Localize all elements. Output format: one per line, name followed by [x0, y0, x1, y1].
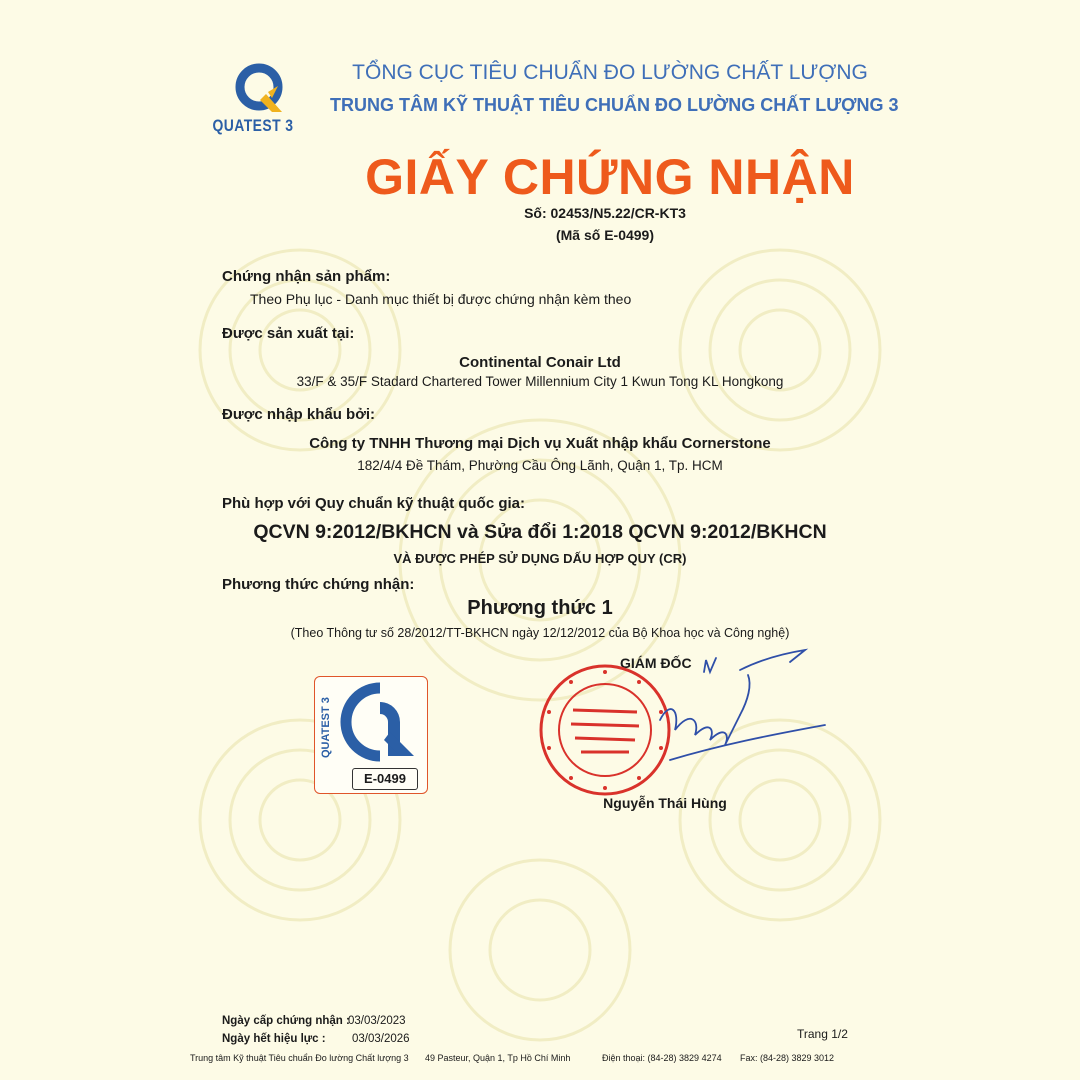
manufacturer-name: Continental Conair Ltd [459, 354, 621, 371]
regulation-name: QCVN 9:2012/BKHCN và Sửa đổi 1:2018 QCVN 9:2012/BKHCN [253, 521, 827, 543]
method-label: Phương thức chứng nhận: [222, 576, 415, 593]
certificate-number: Số: 02453/N5.22/CR-KT3 [524, 205, 686, 221]
importer-address: 182/4/4 Đề Thám, Phường Cầu Ông Lãnh, Quận 1, Tp. HCM [357, 458, 723, 473]
issue-date: 03/03/2023 [348, 1015, 406, 1027]
center-name: TRUNG TÂM KỸ THUẬT TIÊU CHUẨN ĐO LƯỜNG CHẤT LƯỢNG 3 [330, 95, 899, 115]
page-number: Trang 1/2 [797, 1027, 848, 1041]
manufacturer-address: 33/F & 35/F Stadard Chartered Tower Millennium City 1 Kwun Tong KL Hongkong [296, 374, 784, 389]
document-title: GIẤY CHỨNG NHẬN [365, 149, 855, 205]
importer-label: Được nhập khẩu bởi: [222, 406, 376, 423]
footer-fax: Fax: (84-28) 3829 3012 [740, 1053, 835, 1063]
footer-address: 49 Pasteur, Quận 1, Tp Hồ Chí Minh [425, 1053, 571, 1063]
importer-name: Công ty TNHH Thương mại Dịch vụ Xuất nhập khẩu Cornerstone [309, 435, 771, 452]
product-text: Theo Phụ lục - Danh mục thiết bị được chứng nhận kèm theo [250, 291, 632, 307]
method-reference: (Theo Thông tư số 28/2012/TT-BKHCN ngày 12/12/2012 của Bộ Khoa học và Công nghệ) [290, 626, 790, 640]
logo-text: QUATEST 3 [212, 116, 294, 135]
product-label: Chứng nhận sản phẩm: [222, 268, 391, 285]
regulation-note: VÀ ĐƯỢC PHÉP SỬ DỤNG DẤU HỢP QUY (CR) [393, 551, 687, 566]
regulation-label: Phù hợp với Quy chuẩn kỹ thuật quốc gia: [222, 495, 526, 512]
agency-name: TỔNG CỤC TIÊU CHUẨN ĐO LƯỜNG CHẤT LƯỢNG [352, 61, 868, 84]
issue-date-label: Ngày cấp chứng nhận : [222, 1015, 350, 1027]
cr-mark-code: E-0499 [352, 768, 418, 790]
certificate-code: (Mã số E-0499) [555, 227, 655, 243]
director-title: GIÁM ĐỐC [620, 655, 692, 671]
footer-org: Trung tâm Kỹ thuật Tiêu chuẩn Đo lường Chất lượng 3 [190, 1053, 409, 1063]
director-signature [640, 640, 840, 770]
cr-mark-side-text: QUATEST 3 [320, 697, 332, 758]
expiry-date: 03/03/2026 [352, 1033, 410, 1045]
expiry-date-label: Ngày hết hiệu lực : [222, 1033, 326, 1045]
signer-name: Nguyễn Thái Hùng [603, 795, 727, 811]
footer-phone: Điện thoại: (84-28) 3829 4274 [602, 1053, 722, 1063]
manufacturer-label: Được sản xuất tại: [222, 325, 355, 342]
method-name: Phương thức 1 [467, 597, 613, 619]
cr-mark-icon [340, 682, 420, 762]
